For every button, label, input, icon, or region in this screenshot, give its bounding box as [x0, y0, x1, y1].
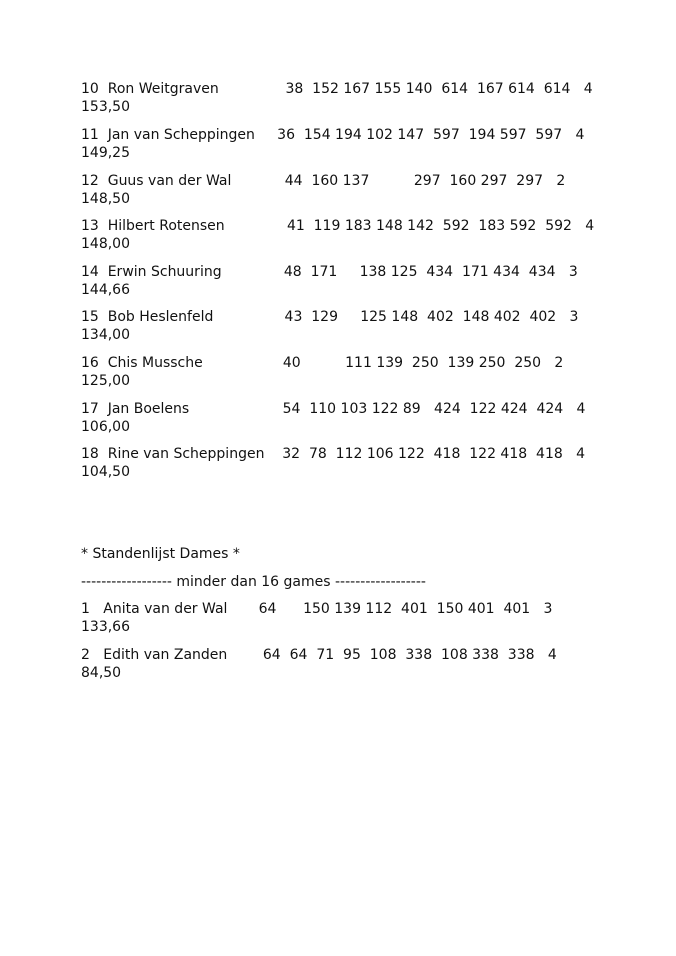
dames-subheading: ------------------ minder dan 16 games ------------------: [81, 574, 426, 590]
dames-row-2-average: 84,50: [81, 665, 122, 681]
standings-row-18-average: 104,50: [81, 464, 130, 480]
dames-row-1: 1 Anita van der Wal 64 150 139 112 401 150 401 401 3: [81, 601, 553, 617]
standings-row-10: 10 Ron Weitgraven 38 152 167 155 140 614 167 614 614 4: [81, 81, 593, 97]
standings-row-13: 13 Hilbert Rotensen 41 119 183 148 142 592 183 592 592 4: [81, 218, 595, 234]
standings-row-11-average: 149,25: [81, 145, 130, 161]
standings-row-14: 14 Erwin Schuuring 48 171 138 125 434 171 434 434 3: [81, 264, 578, 280]
standings-row-13-average: 148,00: [81, 236, 130, 252]
standings-row-15-average: 134,00: [81, 327, 130, 343]
dames-heading: * Standenlijst Dames *: [81, 546, 240, 562]
standings-row-12: 12 Guus van der Wal 44 160 137 297 160 297 297 2: [81, 173, 566, 189]
dames-row-1-average: 133,66: [81, 619, 130, 635]
standings-row-17: 17 Jan Boelens 54 110 103 122 89 424 122 424 424 4: [81, 401, 586, 417]
standings-row-12-average: 148,50: [81, 191, 130, 207]
standings-row-14-average: 144,66: [81, 282, 130, 298]
standings-row-10-average: 153,50: [81, 99, 130, 115]
dames-row-2: 2 Edith van Zanden 64 64 71 95 108 338 108 338 338 4: [81, 647, 557, 663]
standings-row-16-average: 125,00: [81, 373, 130, 389]
standings-row-17-average: 106,00: [81, 419, 130, 435]
standings-row-15: 15 Bob Heslenfeld 43 129 125 148 402 148 402 402 3: [81, 309, 579, 325]
standings-row-11: 11 Jan van Scheppingen 36 154 194 102 147 597 194 597 597 4: [81, 127, 585, 143]
standings-row-16: 16 Chis Mussche 40 111 139 250 139 250 250 2: [81, 355, 564, 371]
standings-row-18: 18 Rine van Scheppingen 32 78 112 106 122 418 122 418 418 4: [81, 446, 586, 462]
